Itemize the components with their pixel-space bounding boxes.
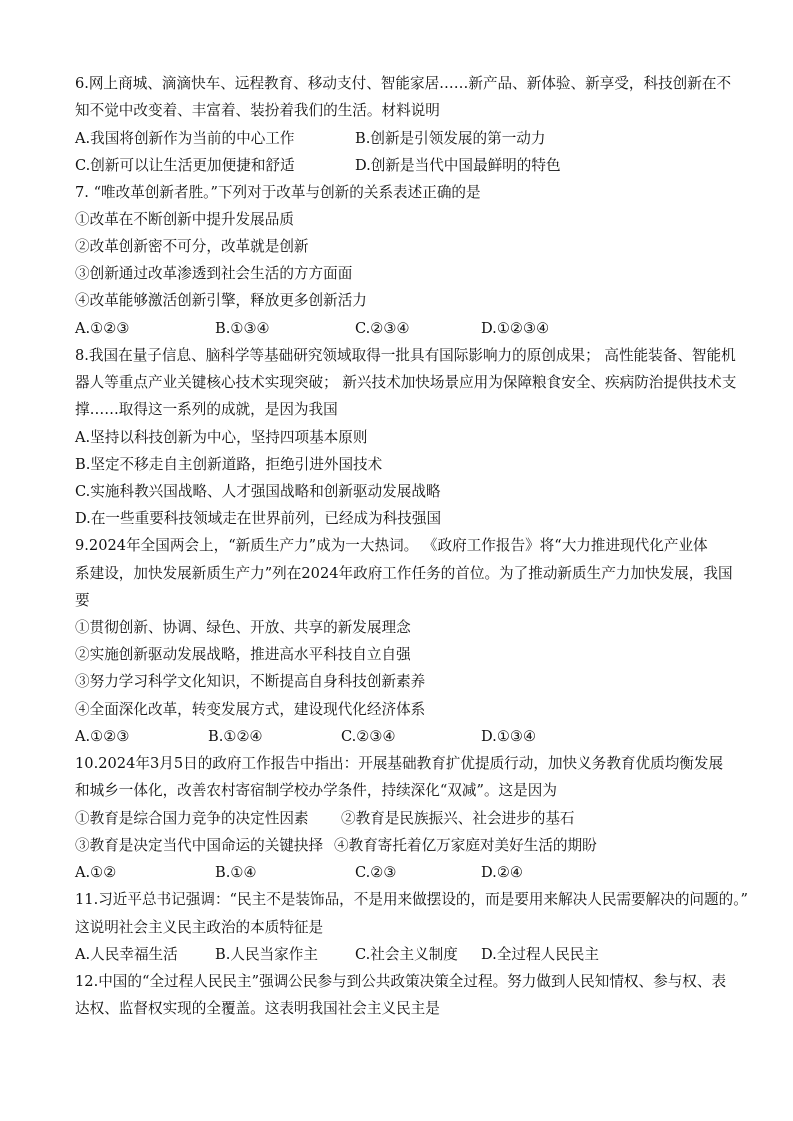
q8-stem-line3: 撑……取得这一系列的成就，是因为我国 — [75, 401, 338, 418]
q9-option-c: C.②③④ — [341, 728, 396, 745]
q8-option-c: C.实施科教兴国战略、人才强国战略和创新驱动发展战略 — [75, 483, 441, 500]
q8-stem-line1: 8.我国在量子信息、脑科学等基础研究领域取得一批具有国际影响力的原创成果； 高性能装备、智能机 — [75, 347, 736, 364]
q9-option-d: D.①③④ — [481, 728, 537, 745]
q10-option-b: B.①④ — [215, 864, 257, 881]
q7-option-b: B.①③④ — [215, 320, 270, 337]
q9-statement-1: ①贯彻创新、协调、绿色、开放、共享的新发展理念 — [75, 619, 411, 636]
q9-statement-4: ④全面深化改革，转变发展方式，建设现代化经济体系 — [75, 701, 426, 718]
q7-option-c: C.②③④ — [355, 320, 410, 337]
q10-option-a: A.①② — [75, 864, 117, 881]
q9-option-b: B.①②④ — [208, 728, 263, 745]
q7-option-d: D.①②③④ — [481, 320, 550, 337]
q6-option-b: B.创新是引领发展的第一动力 — [355, 130, 546, 147]
q11-stem-line2: 这说明社会主义民主政治的本质特征是 — [75, 919, 324, 936]
q9-stem-line2: 系建设，加快发展新质生产力”列在2024年政府工作任务的首位。为了推动新质生产力加快发展，我国 — [75, 565, 733, 582]
q6-stem-line1: 6.网上商城、滴滴快车、远程教育、移动支付、智能家居……新产品、新体验、新享受，科技创新在不 — [75, 75, 732, 92]
q9-stem-line1: 9.2024年全国两会上，“新质生产力”成为一大热词。 《政府工作报告》将“大力推进现代化产业体 — [75, 537, 708, 554]
q6-option-c: C.创新可以让生活更加便捷和舒适 — [75, 157, 295, 174]
q11-option-d: D.全过程人民民主 — [481, 946, 599, 963]
q9-stem-line3: 要 — [75, 592, 90, 609]
q7-statement-1: ①改革在不断创新中提升发展品质 — [75, 211, 294, 228]
q10-option-c: C.②③ — [355, 864, 397, 881]
q12-stem-line1: 12.中国的“全过程人民民主”强调公民参与到公共政策决策全过程。努力做到人民知情权、参与权、表 — [75, 973, 727, 990]
q8-option-d: D.在一些重要科技领域走在世界前列，已经成为科技强国 — [75, 510, 442, 527]
q8-option-a: A.坚持以科技创新为中心，坚持四项基本原则 — [75, 429, 368, 446]
q9-option-a: A.①②③ — [75, 728, 130, 745]
q7-stem: 7. “唯改革创新者胜。”下列对于改革与创新的关系表述正确的是 — [75, 184, 481, 201]
q11-stem-line1: 11.习近平总书记强调：“民主不是装饰品，不是用来做摆设的，而是要用来解决人民需要解决的问题的。” — [75, 891, 748, 908]
q9-statement-3: ③努力学习科学文化知识，不断提高自身科技创新素养 — [75, 673, 426, 690]
q6-stem-line2: 知不觉中改变着、丰富着、装扮着我们的生活。材料说明 — [75, 102, 440, 119]
q7-statement-4: ④改革能够激活创新引擎，释放更多创新活力 — [75, 292, 367, 309]
q10-stem-line2: 和城乡一体化，改善农村寄宿制学校办学条件，持续深化“双减”。这是因为 — [75, 782, 557, 799]
q6-option-a: A.我国将创新作为当前的中心工作 — [75, 130, 295, 147]
q6-option-d: D.创新是当代中国最鲜明的特色 — [355, 157, 561, 174]
q10-statement-4: ④教育寄托着亿万家庭对美好生活的期盼 — [334, 837, 597, 854]
q7-statement-2: ②改革创新密不可分，改革就是创新 — [75, 238, 309, 255]
q11-option-a: A.人民幸福生活 — [75, 946, 178, 963]
q10-stem-line1: 10.2024年3月5日的政府工作报告中指出：开展基础教育扩优提质行动，加快义务教育优质均衡发展 — [75, 755, 724, 772]
q9-statement-2: ②实施创新驱动发展战略，推进高水平科技自立自强 — [75, 646, 411, 663]
q11-option-c: C.社会主义制度 — [355, 946, 458, 963]
q7-option-a: A.①②③ — [75, 320, 130, 337]
q11-option-b: B.人民当家作主 — [215, 946, 318, 963]
q12-stem-line2: 达权、监督权实现的全覆盖。这表明我国社会主义民主是 — [75, 1000, 440, 1017]
q10-option-d: D.②④ — [481, 864, 523, 881]
q7-statement-3: ③创新通过改革渗透到社会生活的方方面面 — [75, 265, 353, 282]
q8-stem-line2: 器人等重点产业关键核心技术实现突破； 新兴技术加快场景应用为保障粮食安全、疾病防治提供技术支 — [75, 374, 737, 391]
q8-option-b: B.坚定不移走自主创新道路，拒绝引进外国技术 — [75, 456, 383, 473]
q10-statement-2: ②教育是民族振兴、社会进步的基石 — [341, 810, 575, 827]
q10-statement-3: ③教育是决定当代中国命运的关键抉择 — [75, 837, 324, 854]
q10-statement-1: ①教育是综合国力竞争的决定性因素 — [75, 810, 309, 827]
